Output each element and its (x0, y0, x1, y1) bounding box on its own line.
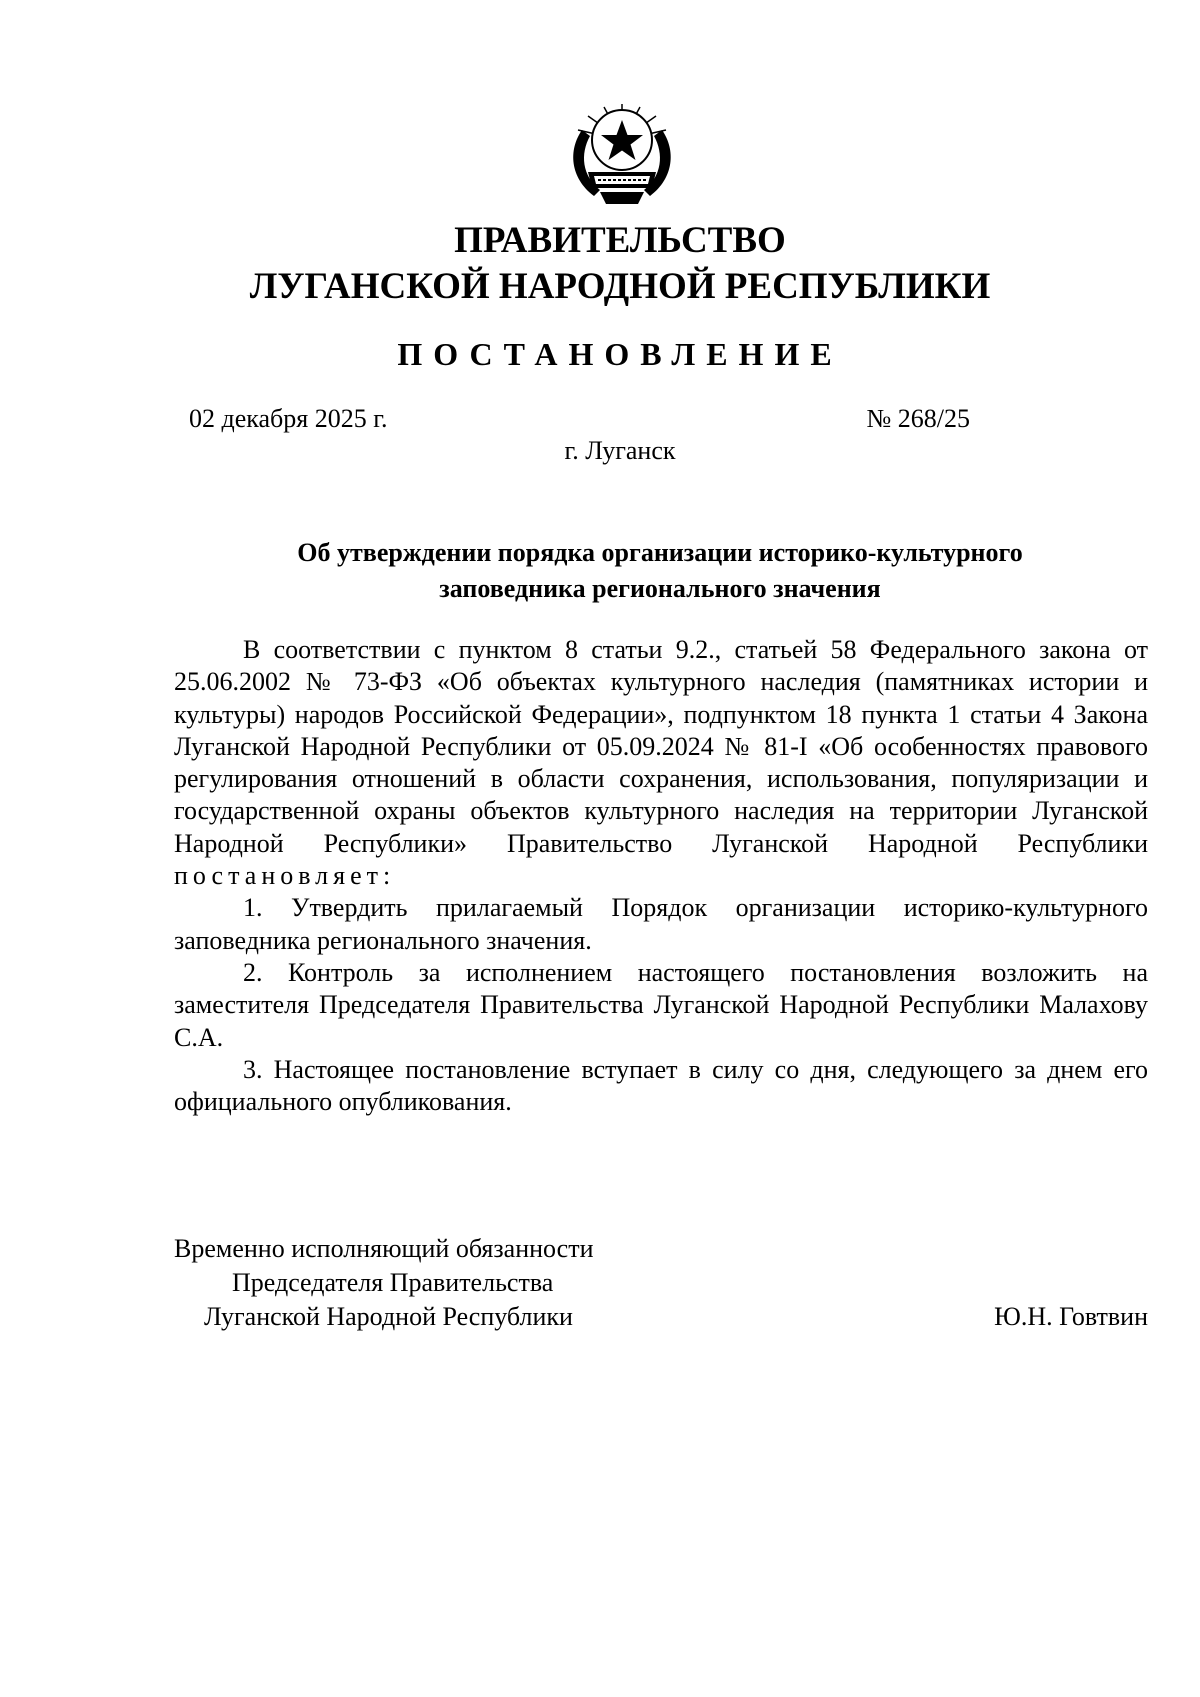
organization-name-line-1: ПРАВИТЕЛЬСТВО (454, 220, 786, 261)
item-2-paragraph: 2. Контроль за исполнением настоящего постановления возложить на заместителя Председателя Правительства Луганской Народной Республики Малахову С.А. (174, 957, 1148, 1052)
coat-of-arms-icon (560, 100, 684, 208)
signatory-title-line-2: Председателя Правительства (232, 1268, 554, 1297)
subject-line-1: Об утверждении порядка организации историко-культурного (297, 538, 1023, 567)
decree-colon: : (383, 861, 391, 891)
item-1-paragraph: 1. Утвердить прилагаемый Порядок организации историко-культурного заповедника регионального значения. (174, 893, 1148, 955)
document-date: 02 декабря 2025 г. (189, 404, 388, 433)
document-city: г. Луганск (564, 436, 676, 465)
document-type-title: ПОСТАНОВЛЕНИЕ (397, 336, 843, 372)
signatory-title-line-1: Временно исполняющий обязанности (174, 1234, 594, 1263)
document-body (174, 634, 1148, 1118)
preamble-paragraph (174, 634, 1148, 892)
document-subject (170, 535, 1150, 607)
item-3-paragraph: 3. Настоящее постановление вступает в силу со дня, следующего за днем его официального опубликования. (174, 1054, 1148, 1117)
preamble-text: В соответствии с пунктом 8 статьи 9.2., статьей 58 Федерального закона от 25.06.2002 № 73-ФЗ «Об объектах культурного наследия (памятниках истории и культуры) народов Российской Федерации», подпунктом 18 пункта 1 статьи 4 Закона Луганской Народной Республики от 05.09.2024 № 81-I «Об особенностях правового регулирования отношений в области сохранения, использования, популяризации и государственной охраны объектов культурного наследия на территории Луганской Народной Республики» Правительство Луганской Народной Республики (174, 635, 1148, 858)
document-number: № 268/25 (866, 404, 970, 433)
subject-line-2: заповедника регионального значения (439, 574, 881, 603)
signatory-name: Ю.Н. Говтвин (994, 1302, 1148, 1331)
signatory-title-line-3: Луганской Народной Республики (204, 1302, 573, 1331)
decree-word: постановляет (174, 861, 384, 891)
organization-name-line-2: ЛУГАНСКОЙ НАРОДНОЙ РЕСПУБЛИКИ (249, 266, 991, 307)
